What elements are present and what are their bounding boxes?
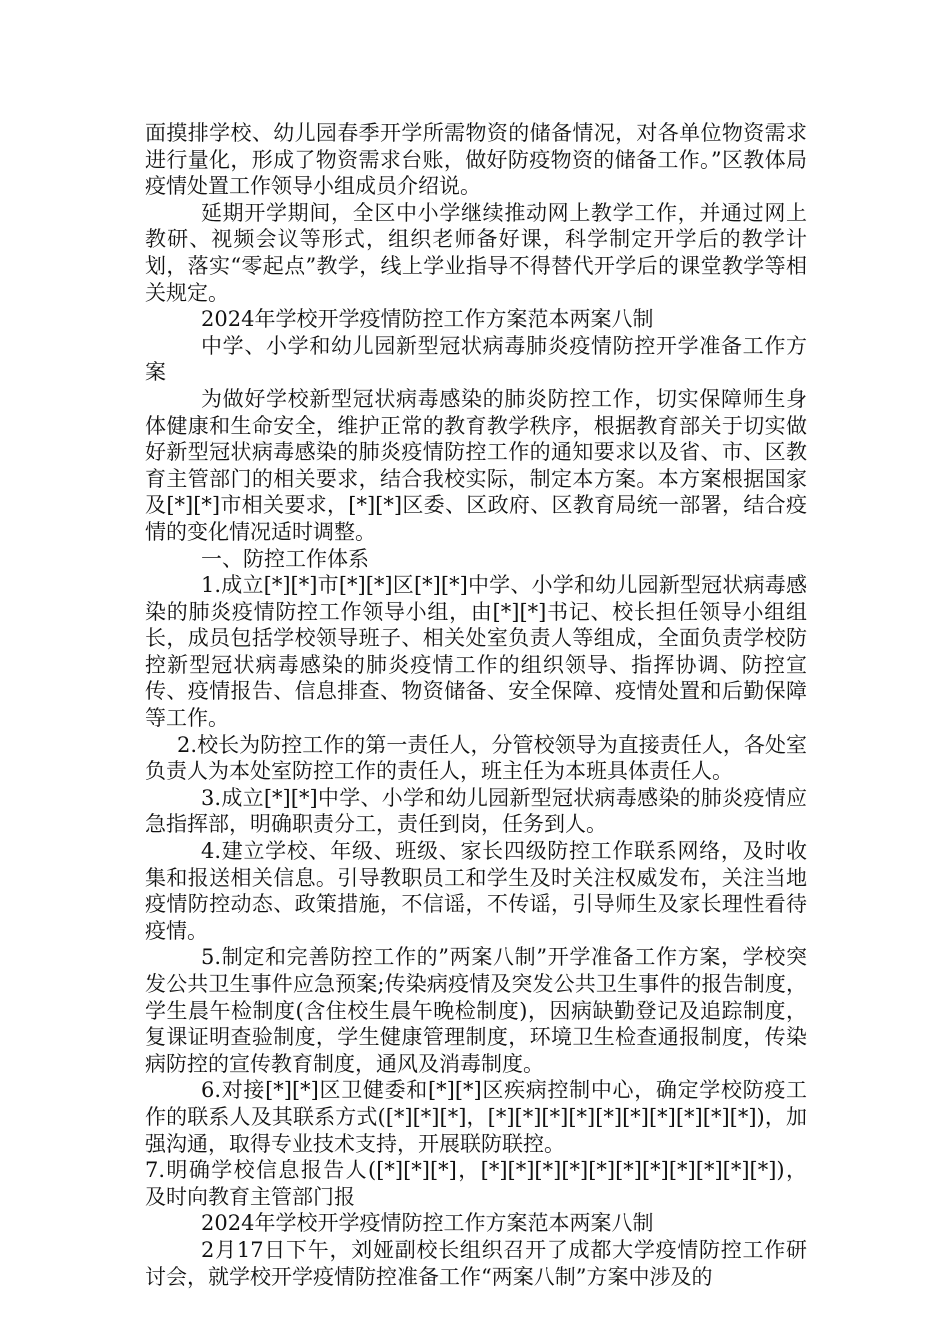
list-item-2: 2.校长为防控工作的第一责任人，分管校领导为直接责任人，各处室负责人为本处室防控工作的责任人，班主任为本班具体责任人。	[145, 732, 807, 784]
section-title: 2024年学校开学疫情防控工作方案范本两案八制	[201, 307, 654, 332]
paragraph-material-reserve: 面摸排学校、幼儿园春季开学所需物资的储备情况，对各单位物资需求进行量化，形成了物资需求台账，做好防疫物资的储备工作。”区教体局疫情处置工作领导小组成员介绍说。	[145, 121, 807, 199]
list-item-7: 7.明确学校信息报告人([*][*][*]，[*][*][*][*][*][*][*][*][*][*][*])，及时向教育主管部门报	[145, 1158, 807, 1209]
paragraph-seminar: 2月17日下午，刘娅副校长组织召开了成都大学疫情防控工作研讨会，就学校开学疫情防控准备工作“两案八制”方案中涉及的	[145, 1237, 807, 1289]
list-item-3: 3.成立[*][*]中学、小学和幼儿园新型冠状病毒感染的肺炎疫情应急指挥部，明确职责分工，责任到岗，任务到人。	[145, 785, 807, 837]
section-title-repeat: 2024年学校开学疫情防控工作方案范本两案八制	[201, 1211, 654, 1236]
plan-heading: 中学、小学和幼儿园新型冠状病毒肺炎疫情防控开学准备工作方案	[145, 333, 807, 385]
list-item-4: 4.建立学校、年级、班级、家长四级防控工作联系网络，及时收集和报送相关信息。引导教职员工和学生及时关注权威发布，关注当地疫情防控动态、政策措施，不信谣，不传谣，引导师生及家长理性看待疫情。	[145, 839, 807, 943]
list-item-6: 6.对接[*][*]区卫健委和[*][*]区疾病控制中心，确定学校防疫工作的联系人及其联系方式([*][*][*]，[*][*][*][*][*][*][*][*][*][*])，加强沟通，取得专业技术支持，开展联防联控。	[145, 1078, 807, 1156]
list-item-5: 5.制定和完善防控工作的”两案八制”开学准备工作方案，学校突发公共卫生事件应急预案;传染病疫情及突发公共卫生事件的报告制度，学生晨午检制度(含住校生晨午晚检制度)，因病缺勤登记及追踪制度，复课证明查验制度，学生健康管理制度，环境卫生检查通报制度，传染病防控的宣传教育制度，通风及消毒制度。	[145, 945, 807, 1076]
heading-control-system: 一、防控工作体系	[201, 546, 369, 571]
list-item-1: 1.成立[*][*]市[*][*]区[*][*]中学、小学和幼儿园新型冠状病毒感染的肺炎疫情防控工作领导小组，由[*][*]书记、校长担任领导小组组长，成员包括学校领导班子、相关处室负责人等组成，全面负责学校防控新型冠状病毒感染的肺炎疫情工作的组织领导、指挥协调、防控宣传、疫情报告、信息排查、物资储备、安全保障、疫情处置和后勤保障等工作。	[145, 573, 807, 731]
document-page	[145, 120, 807, 1290]
paragraph-plan-intro: 为做好学校新型冠状病毒感染的肺炎防控工作，切实保障师生身体健康和生命安全，维护正常的教育教学秩序，根据教育部关于切实做好新型冠状病毒感染的肺炎疫情防控工作的通知要求以及省、市、区教育主管部门的相关要求，结合我校实际，制定本方案。本方案根据国家及[*][*]市相关要求，[*][*]区委、区政府、区教育局统一部署，结合疫情的变化情况适时调整。	[145, 386, 807, 544]
paragraph-online-teaching: 延期开学期间，全区中小学继续推动网上教学工作，并通过网上教研、视频会议等形式，组织老师备好课，科学制定开学后的教学计划，落实“零起点”教学，线上学业指导不得替代开学后的课堂教学等相关规定。	[145, 200, 807, 305]
